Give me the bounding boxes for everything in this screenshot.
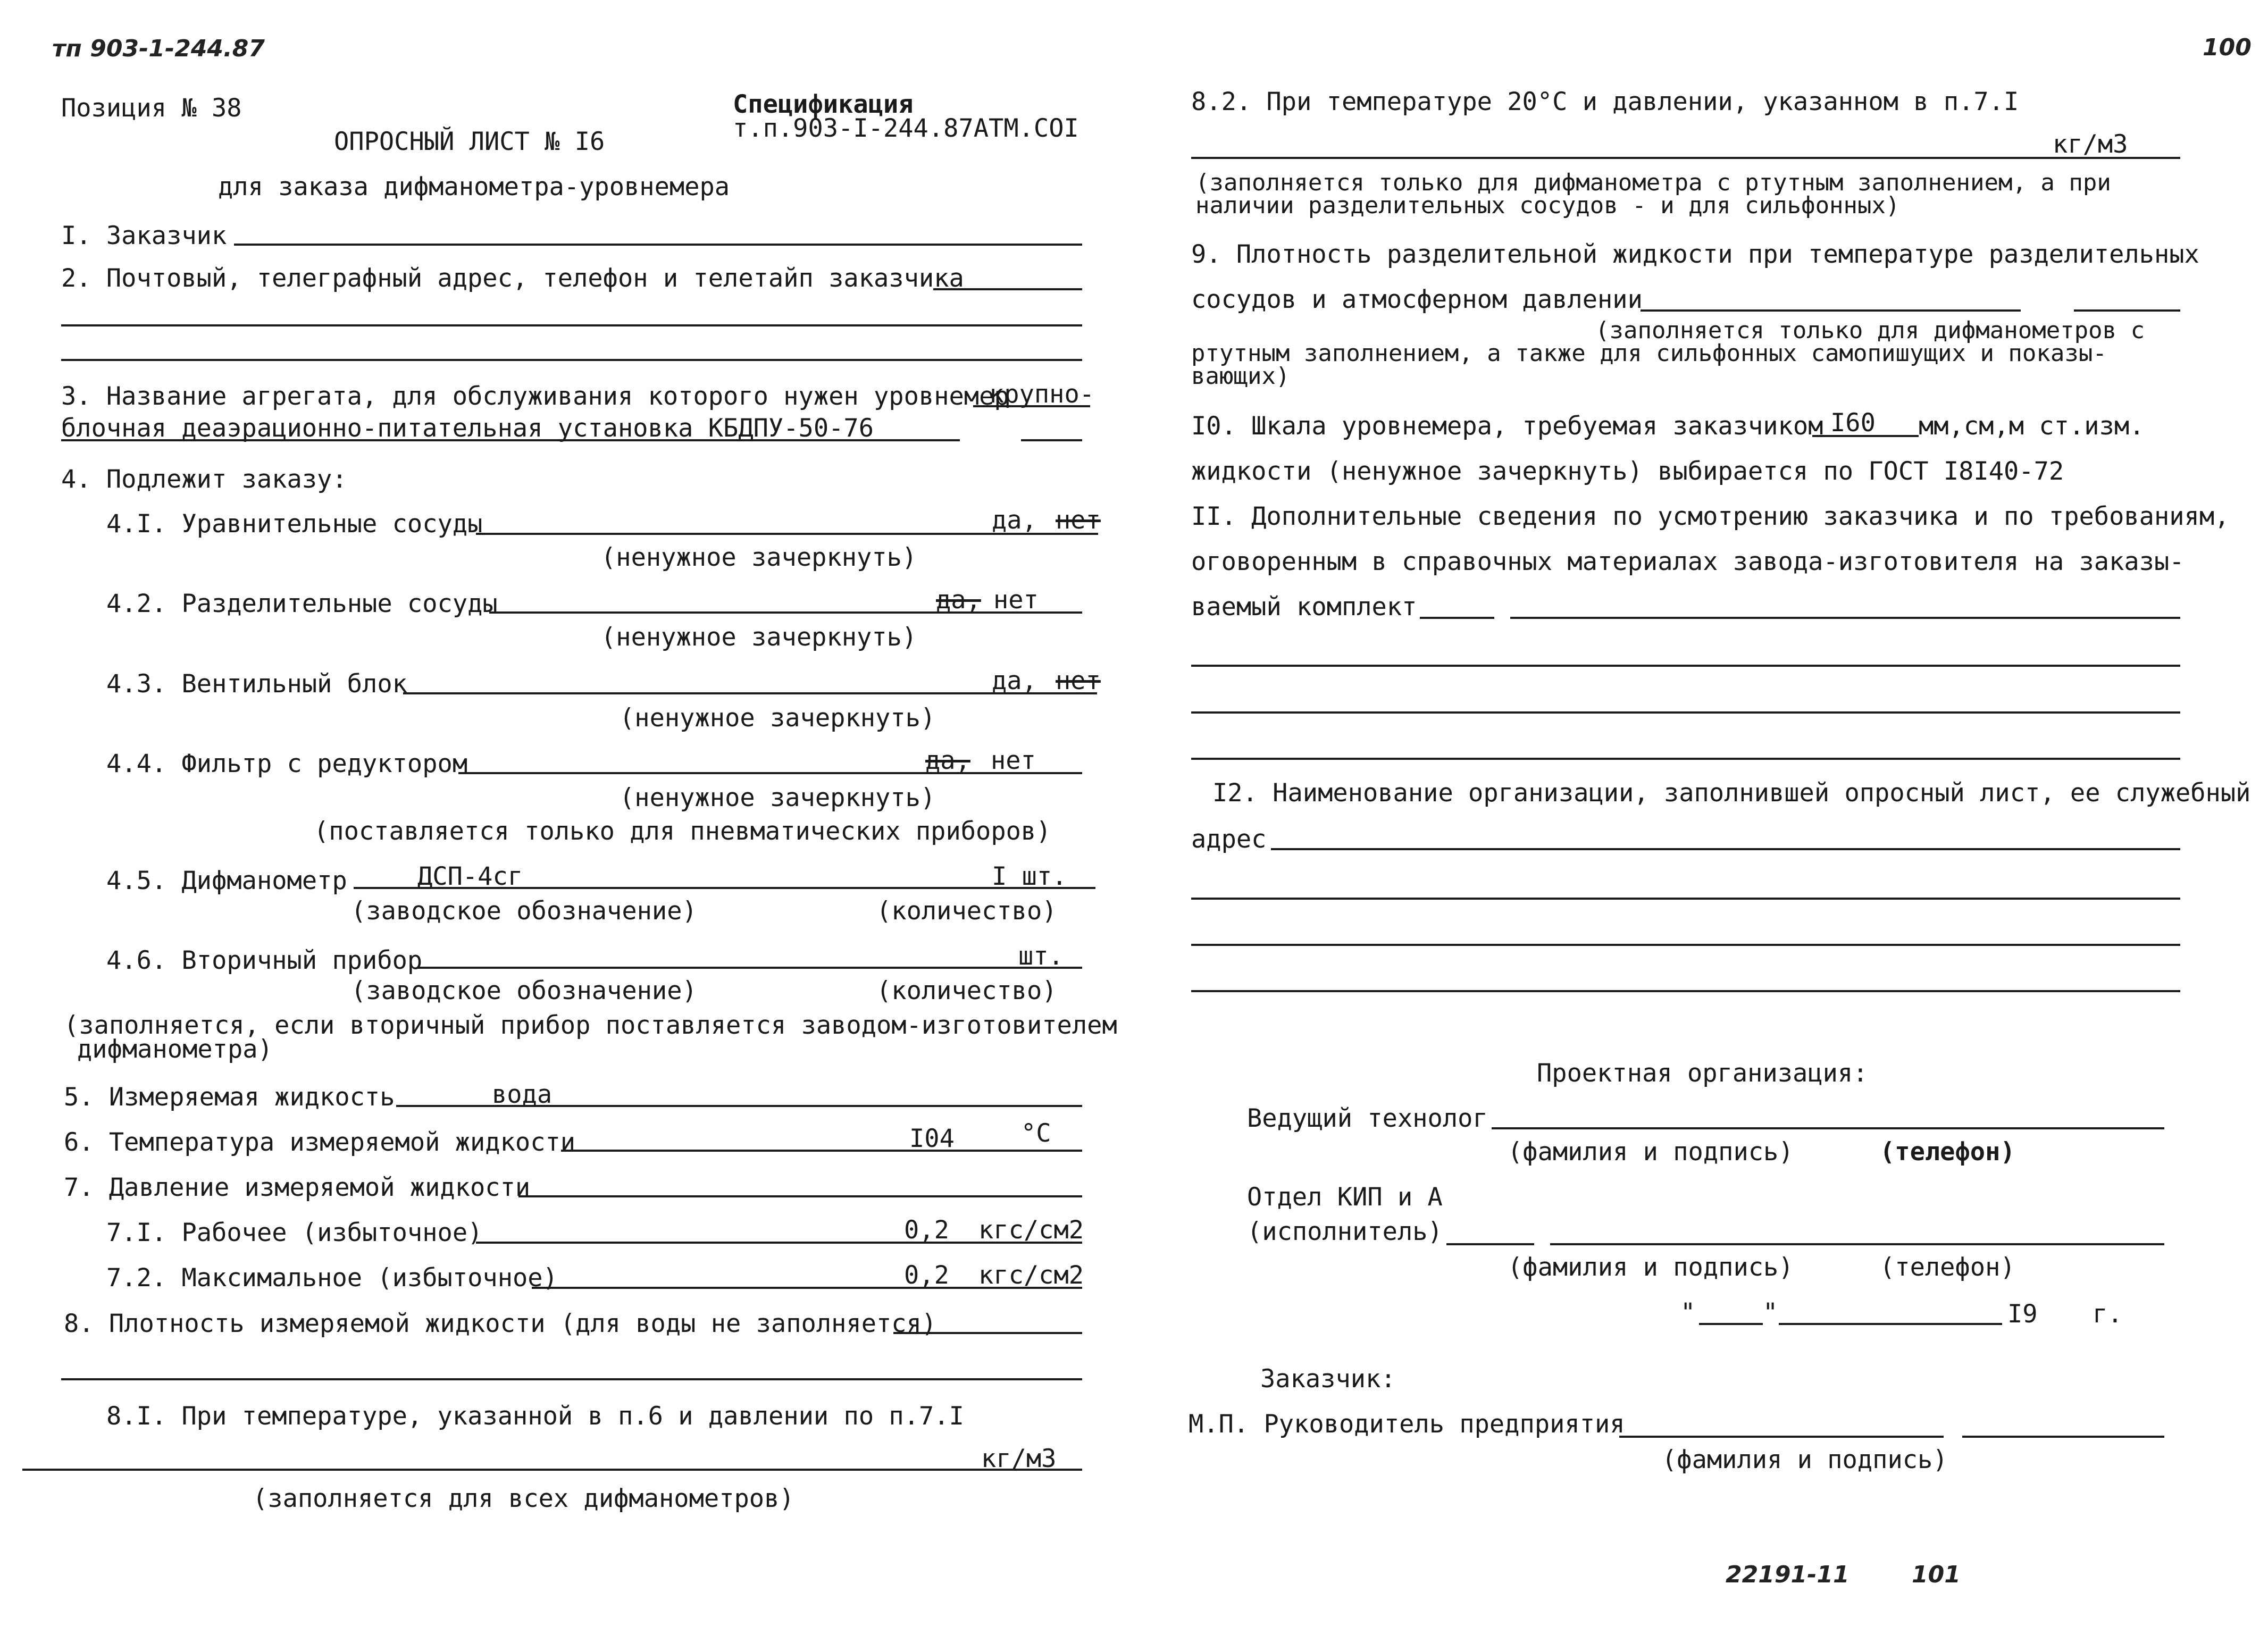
item-11-line-3: ваемый комплект (1191, 592, 1417, 622)
pneumatic-note: (поставляется только для пневматических приборов) (314, 817, 1051, 846)
item-5-fluid: 5. Измеряемая жидкость (64, 1083, 395, 1112)
field-line[interactable] (476, 1242, 1082, 1244)
field-line[interactable] (61, 324, 1082, 326)
name-sign-label: (фамилия и подпись) (1508, 1253, 1794, 1282)
field-line[interactable] (518, 1195, 1082, 1197)
handwritten-doc-code: тп 903-1-244.87 (52, 35, 265, 62)
field-line[interactable] (61, 1378, 1082, 1380)
name-sign-label: (фамилия и подпись) (1508, 1137, 1794, 1167)
item-9-line-2: сосудов и атмосферном давлении (1191, 285, 1643, 314)
strike-note: (ненужное зачеркнуть) (620, 783, 936, 812)
fluid-value: вода (492, 1080, 553, 1109)
item-12-line-2: адрес (1191, 825, 1267, 854)
temperature-unit: °С (1021, 1119, 1051, 1148)
item-11-line-1: II. Дополнительные сведения по усмотрению заказчика и по требованиям, (1191, 502, 2230, 531)
aggregate-value-1: крупно- (989, 380, 1095, 409)
item-4-2-separating-vessels: 4.2. Разделительные сосуды (106, 589, 498, 618)
item-7-pressure: 7. Давление измеряемой жидкости (64, 1173, 531, 1202)
field-line[interactable] (893, 1332, 1082, 1334)
item-4-6-secondary-device: 4.6. Вторичный прибор (106, 946, 423, 975)
item-3-aggregate: 3. Название агрегата, для обслуживания которого нужен уровнемер (61, 382, 1009, 411)
density-note: (заполняется для всех дифманометров) (253, 1484, 794, 1513)
field-line[interactable] (458, 772, 1082, 774)
page-title: ОПРОСНЫЙ ЛИСТ № I6 (334, 127, 605, 156)
temperature-value: I04 (909, 1124, 955, 1153)
option-no[interactable]: нет (991, 746, 1036, 775)
item-1-customer: I. Заказчик (61, 221, 227, 250)
subtitle: для заказа дифманометра-уровнемера (218, 172, 730, 202)
field-line[interactable] (354, 887, 1095, 889)
item-7-1-working: 7.I. Рабочее (избыточное) (106, 1218, 483, 1247)
item-8-2-density: 8.2. При температуре 20°С и давлении, указанном в п.7.I (1191, 87, 2019, 116)
note-9-line-1: (заполняется только для дифманометров с (1595, 317, 2145, 344)
field-line[interactable] (973, 405, 1090, 407)
bottom-page-number: 101 (1912, 1561, 1961, 1588)
item-4-1-equalizing-vessels: 4.I. Уравнительные сосуды (106, 509, 483, 539)
max-pressure-value: 0,2 (904, 1261, 949, 1290)
project-org-heading: Проектная организация: (1537, 1059, 1868, 1088)
item-4-4-filter-reducer: 4.4. Фильтр с редуктором (106, 749, 468, 778)
field-line[interactable] (61, 439, 960, 441)
field-line[interactable] (1446, 1243, 1534, 1245)
secondary-qty-unit: шт. (1018, 942, 1064, 971)
item-4-3-valve-block: 4.3. Вентильный блок (106, 669, 407, 699)
item-8-1-density: 8.I. При температуре, указанной в п.6 и давлении по п.7.I (106, 1402, 964, 1431)
page-number: 100 (2203, 34, 2252, 61)
field-line[interactable] (234, 244, 1082, 246)
customer-label: Заказчик: (1260, 1364, 1396, 1394)
option-yes[interactable]: да, (992, 666, 1037, 695)
strike-note: (ненужное зачеркнуть) (620, 703, 936, 733)
item-10-line-2: жидкости (ненужное зачеркнуть) выбирается по ГОСТ I8I40-72 (1191, 457, 2064, 486)
density-unit: кг/м3 (981, 1444, 1057, 1473)
kip-department-label: Отдел КИП и А (1247, 1183, 1443, 1212)
qty-label: (количество) (876, 896, 1057, 926)
date-quote-close: " (1763, 1298, 1778, 1327)
factory-label: (заводское обозначение) (351, 976, 697, 1005)
item-9-line-1: 9. Плотность разделительной жидкости при температуре разделительных (1191, 240, 2199, 269)
field-line[interactable] (1191, 758, 2180, 760)
option-no[interactable]: нет (1056, 506, 1101, 535)
field-line[interactable] (1191, 665, 2180, 667)
field-line[interactable] (1191, 990, 2180, 992)
secondary-note-2: дифманометра) (77, 1035, 273, 1064)
field-line[interactable] (417, 967, 1082, 969)
date-day-field[interactable] (1699, 1323, 1763, 1325)
working-pressure-unit: кгс/см2 (978, 1216, 1084, 1245)
max-pressure-unit: кгс/см2 (978, 1261, 1084, 1290)
density-unit-2: кг/м3 (2053, 130, 2128, 159)
strike-note: (ненужное зачеркнуть) (601, 543, 917, 572)
dp-gauge-model: ДСП-4сг (417, 862, 523, 891)
option-no[interactable]: нет (1056, 666, 1101, 695)
field-line[interactable] (2074, 309, 2180, 312)
dp-gauge-qty: I шт. (992, 862, 1067, 891)
field-line[interactable] (1191, 944, 2180, 946)
option-yes[interactable]: да, (925, 746, 970, 775)
option-yes[interactable]: да, (936, 585, 981, 615)
date-year-prefix: I9 (2007, 1300, 2038, 1329)
option-yes[interactable]: да, (992, 506, 1037, 535)
scale-value: I60 (1830, 408, 1876, 438)
field-line[interactable] (1550, 1243, 2164, 1245)
phone-label: (телефон) (1880, 1137, 2015, 1167)
note-9-line-2: ртутным заполнением, а также для сильфонных самопишущих и показы- (1191, 340, 2107, 367)
item-12-line-1: I2. Наименование организации, заполнившей опросный лист, ее служебный (1212, 778, 2251, 808)
option-no[interactable]: нет (993, 585, 1039, 615)
name-sign-label: (фамилия и подпись) (1662, 1445, 1948, 1474)
field-line[interactable] (1492, 1127, 2164, 1129)
field-line[interactable] (1510, 617, 2180, 619)
qty-label: (количество) (876, 976, 1057, 1005)
item-10-scale: I0. Шкала уровнемера, требуемая заказчиком (1191, 412, 1823, 441)
item-11-line-2: оговоренным в справочных материалах завода-изготовителя на заказы- (1191, 547, 2185, 576)
field-line[interactable] (1641, 309, 2021, 312)
date-month-field[interactable] (1779, 1323, 2002, 1325)
item-6-temperature: 6. Температура измеряемой жидкости (64, 1128, 576, 1157)
item-8-density: 8. Плотность измеряемой жидкости (для воды не заполняется) (64, 1309, 937, 1338)
field-line[interactable] (933, 288, 1082, 290)
spec-code: т.п.903-I-244.87АТМ.СОI (733, 114, 1079, 143)
item-2-address: 2. Почтовый, телеграфный адрес, телефон и телетайп заказчика (61, 264, 964, 293)
factory-label: (заводское обозначение) (351, 896, 697, 926)
manager-label: М.П. Руководитель предприятия (1189, 1410, 1625, 1439)
field-line[interactable] (561, 1150, 1082, 1152)
position-label: Позиция № 38 (61, 94, 242, 123)
field-line[interactable] (1191, 711, 2180, 714)
working-pressure-value: 0,2 (904, 1216, 949, 1245)
field-line[interactable] (1619, 1436, 1944, 1438)
executor-label: (исполнитель) (1247, 1217, 1443, 1246)
note-8-2-line-1: (заполняется только для дифманометра с ртутным заполнением, а при (1195, 169, 2111, 196)
field-line[interactable] (396, 1105, 1082, 1107)
field-line[interactable] (1420, 617, 1494, 619)
date-quote-open: " (1680, 1298, 1696, 1327)
date-year-suffix: г. (2093, 1300, 2123, 1329)
handwritten-archive-number: 22191-11 (1726, 1561, 1849, 1588)
field-line[interactable] (22, 1469, 1082, 1471)
field-line[interactable] (1812, 435, 1919, 437)
scale-units: мм,см,м ст.изм. (1919, 412, 2145, 441)
field-line[interactable] (532, 1287, 1082, 1289)
aggregate-value-2: блочная деаэрационно-питательная установка КБДПУ-50-76 (61, 414, 874, 443)
item-7-2-maximum: 7.2. Максимальное (избыточное) (106, 1263, 558, 1293)
field-line[interactable] (61, 359, 1082, 361)
lead-technologist-label: Ведущий технолог (1247, 1104, 1488, 1133)
field-line[interactable] (1191, 157, 2180, 159)
secondary-note-1: (заполняется, если вторичный прибор поставляется заводом-изготовителем (64, 1011, 1117, 1040)
note-8-2-line-2: наличии разделительных сосудов - и для сильфонных) (1195, 192, 1900, 219)
field-line[interactable] (1271, 848, 2180, 850)
phone-label: (телефон) (1880, 1253, 2015, 1282)
strike-note: (ненужное зачеркнуть) (601, 623, 917, 652)
note-9-line-3: вающих) (1191, 363, 1290, 390)
field-line[interactable] (1021, 439, 1082, 441)
item-4-order: 4. Подлежит заказу: (61, 465, 347, 494)
field-line[interactable] (1191, 898, 2180, 900)
spec-label: Спецификация (733, 90, 914, 119)
field-line[interactable] (1962, 1436, 2164, 1438)
item-4-5-dp-gauge: 4.5. Дифманометр (106, 866, 347, 895)
